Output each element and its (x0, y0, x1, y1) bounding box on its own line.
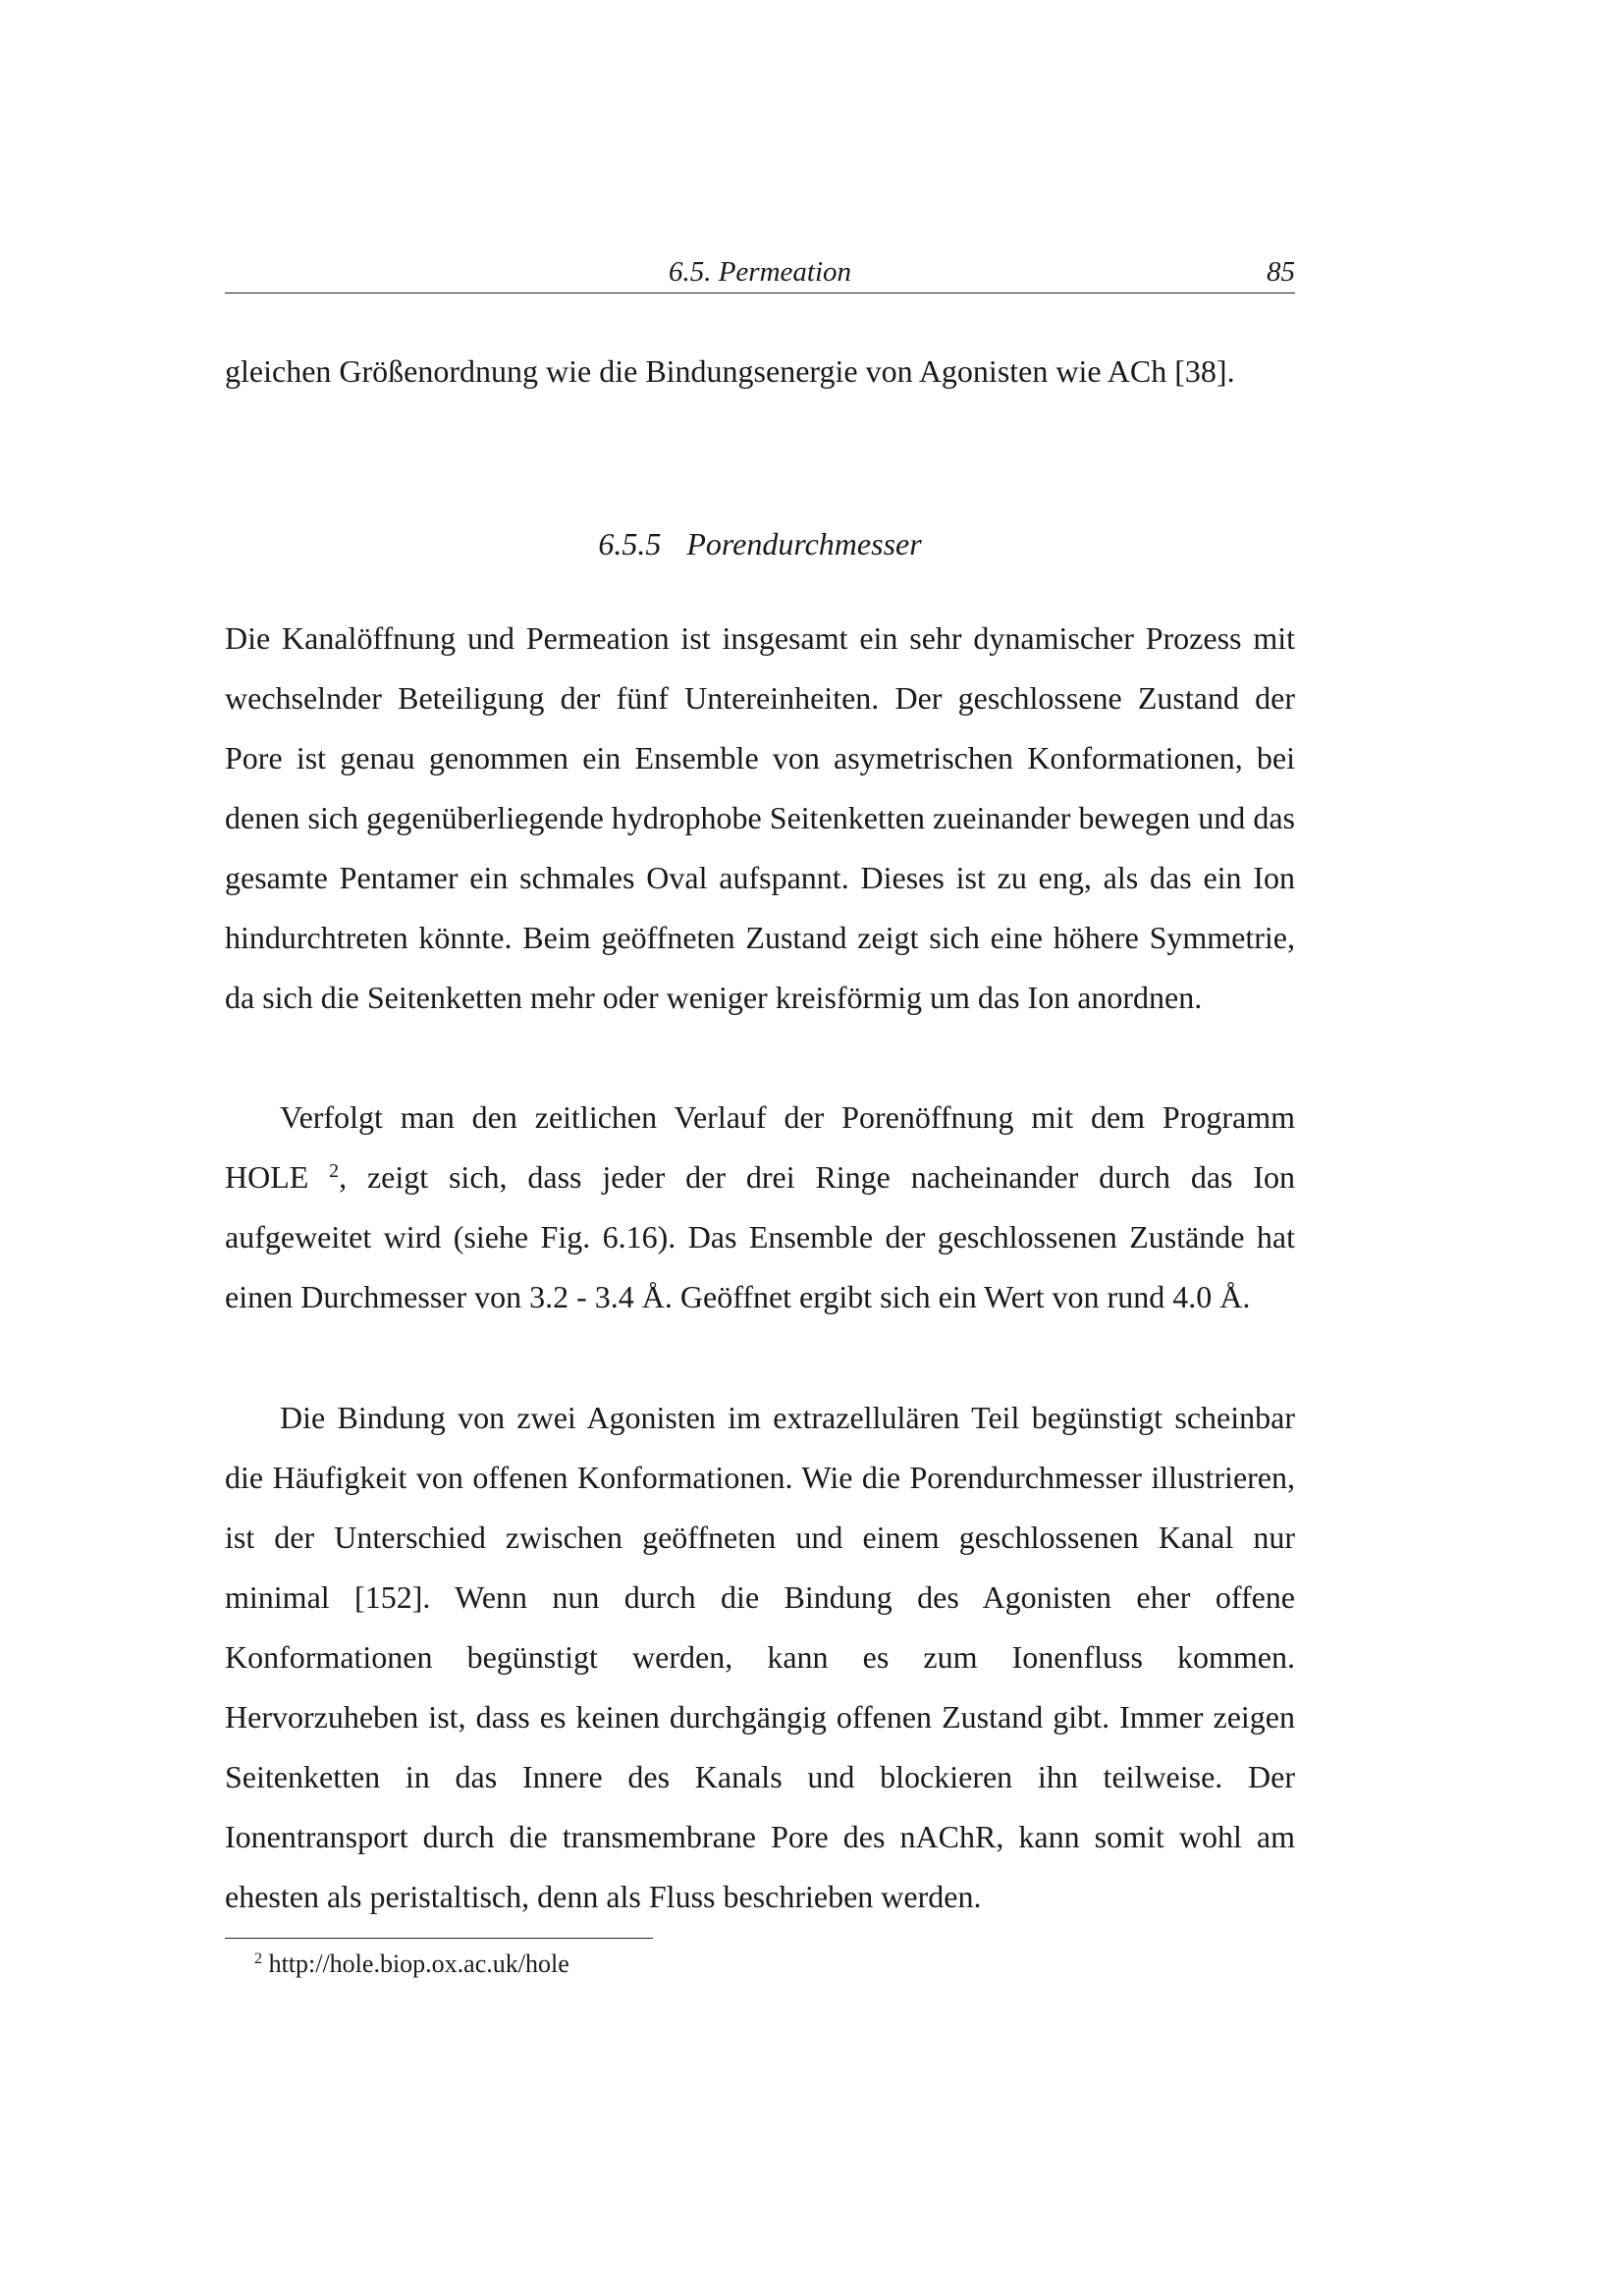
paragraph-2 (225, 1088, 1295, 1327)
paragraph-1: Die Kanalöffnung und Permeation ist insgesamt ein sehr dynamischer Prozess mit wechselnder Beteiligung der fünf Untereinheiten. Der geschlossene Zustand der Pore ist genau genommen ein Ensemble von asymetrischen Konformationen, bei denen sich gegenüberliegende hydrophobe Seitenketten zueinander bewegen und das gesamte Pentamer ein schmales Oval aufspannt. Dieses ist zu eng, als das ein Ion hindurchtreten könnte. Beim geöffneten Zustand zeigt sich eine höhere Symmetrie, da sich die Seitenketten mehr oder weniger kreisförmig um das Ion anordnen. (225, 620, 1295, 1015)
paragraph-3: Die Bindung von zwei Agonisten im extrazellulären Teil begünstigt scheinbar die Häufigkeit von offenen Konformationen. Wie die Porendurchmesser illustrieren, ist der Unterschied zwischen geöffneten und einem geschlossenen Kanal nur minimal [152]. Wenn nun durch die Bindung des Agonisten eher offene Konformationen begünstigt werden, kann es zum Ionenfluss kommen. Hervorzuheben ist, dass es keinen durchgängig offenen Zustand gibt. Immer zeigen Seitenketten in das Innere des Kanals und blockieren ihn teilweise. Der Ionentransport durch die transmembrane Pore des nAChR, kann somit wohl am ehesten als peristaltisch, denn als Fluss beschrieben werden. (225, 1400, 1295, 1914)
section-heading (225, 526, 1295, 562)
paragraph-continued: gleichen Größenordnung wie die Bindungsenergie von Agonisten wie ACh [38]. (225, 353, 1235, 389)
footnote (254, 1949, 569, 1979)
footnote-divider (225, 1938, 653, 1939)
page-number: 85 (1267, 256, 1295, 288)
footnote-number: 2 (254, 1950, 263, 1968)
running-head (225, 253, 1295, 294)
footnote-url-link[interactable]: http://hole.biop.ox.ac.uk/hole (268, 1949, 569, 1978)
footnote-marker-link[interactable]: 2 (329, 1160, 340, 1183)
document-page (225, 0, 1295, 2296)
running-head-title: 6.5. Permeation (668, 256, 852, 288)
paragraph-2-after-marker: , zeigt sich, dass jeder der drei Ringe nacheinander durch das Ion aufgeweitet wird (siehe Fig. 6.16). Das Ensemble der geschlossenen Zustände hat einen Durchmesser von 3.2 - 3.4 Å. Geöffnet ergibt sich ein Wert von rund 4.0 Å. (225, 1159, 1296, 1314)
section-number: 6.5.5 (598, 526, 662, 561)
section-title: Porendurchmesser (686, 526, 922, 561)
paragraph-2-before-marker: Verfolgt man den zeitlichen Verlauf der Porenöffnung mit dem Programm HOLE (225, 1099, 1295, 1195)
